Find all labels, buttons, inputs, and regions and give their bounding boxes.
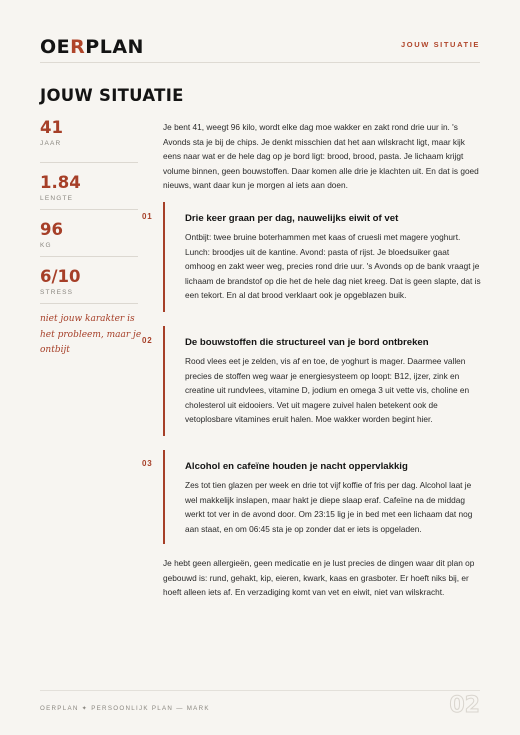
section-heading: Drie keer graan per dag, nauwelijks eiwit of vet — [185, 213, 399, 224]
logo-text-end: PLAN — [85, 36, 144, 58]
section-accent-bar — [163, 326, 165, 436]
section-number: 01 — [142, 212, 153, 221]
logo — [40, 36, 144, 58]
stat-label: JAAR — [40, 140, 62, 147]
section-body: Zes tot tien glazen per week en drie tot vijf koffie of fris per dag. Alcohol laat je wel makkelijk inslapen, maar hakt je diepe slaap eraf. Cafeïne na de middag werkt tot ver in de avond door. Om 23:15 lig je in bed met een lichaam dat nog aan staat, en om 06:45 sta je op zonder dat er iets is opgeladen. — [185, 480, 473, 534]
stat-label: STRESS — [40, 289, 74, 296]
section-3 — [185, 461, 481, 536]
stat-label: LENGTE — [40, 195, 74, 202]
stat-stress — [40, 257, 138, 304]
margin-note: niet jouw karakter is het probleem, maar je ontbijt — [40, 314, 142, 355]
closing-paragraph: Je hebt geen allergieën, geen medicatie en je lust precies de dingen waar dit plan op gebouwd is: rund, gehakt, kip, eieren, kwark, kaas en grasboter. Er hoeft niks bij, er hoeft alleen iets af. En verzadiging komt van vet en eiwit, niet van wilskracht. — [163, 558, 475, 598]
section-body: Ontbijt: twee bruine boterhammen met kaas of cruesli met magere yoghurt. Lunch: broodjes uit de kantine. Avond: pasta of rijst. Je bloedsuiker gaat omhoog en zakt weer weg, precies rond drie uur. 's Avonds op de bank vraagt je lichaam de brandstof op die het de hele dag niet kreeg. Dat is geen slapte, dat is een tekort. En al dat brood verklaart ook je opgeblazen buik. — [185, 232, 481, 301]
page-title: JOUW SITUATIE — [40, 86, 184, 105]
footer-text: OERPLAN ✦ PERSOONLIJK PLAN — MARK — [40, 705, 210, 712]
section-number: 03 — [142, 459, 153, 468]
section-accent-bar — [163, 450, 165, 544]
section-number: 02 — [142, 336, 153, 345]
logo-text-start: OE — [40, 36, 71, 58]
stat-height — [40, 163, 138, 210]
section-accent-bar — [163, 202, 165, 312]
stat-label: KG — [40, 242, 52, 249]
section-2 — [185, 337, 481, 427]
stat-value: 41 — [40, 118, 63, 137]
intro-paragraph: Je bent 41, weegt 96 kilo, wordt elke dag moe wakker en zakt rond drie uur in. 's Avonds sta je bij de chips. Je denkt misschien dat het aan wilskracht ligt, maar kijk eens naar wat er de hele dag op je bord ligt: brood, brood, pasta. Je lichaam krijgt volume binnen, geen bouwstoffen. Daar komen alle drie je klachten uit. En dat is goed nieuws, want daar kun je morgen al iets aan doen. — [163, 122, 479, 191]
stat-age — [40, 116, 138, 163]
stat-value: 1.84 — [40, 173, 81, 192]
footer-divider — [40, 690, 480, 691]
header-divider — [40, 62, 480, 63]
section-heading: Alcohol en cafeïne houden je nacht oppervlakkig — [185, 461, 408, 472]
header-section-label: JOUW SITUATIE — [401, 40, 480, 49]
logo-mark: R — [70, 36, 86, 58]
section-heading: De bouwstoffen die structureel van je bord ontbreken — [185, 337, 429, 348]
stat-value: 96 — [40, 220, 63, 239]
stat-value: 6/10 — [40, 267, 81, 286]
section-body: Rood vlees eet je zelden, vis af en toe, de yoghurt is mager. Daarmee vallen precies de stoffen weg waar je energiesysteem op loopt: B12, ijzer, zink en creatine uit rundvlees, vitamine D, jodium en omega 3 uit vette vis, choline en cholesterol uit eidooiers. Vet uit magere zuivel halen betekent ook de vetoplosbare vitamines eruit halen. Moe wakker worden begint hier. — [185, 356, 470, 425]
page-number: 02 — [449, 693, 480, 718]
stat-weight — [40, 210, 138, 257]
section-1 — [185, 213, 481, 303]
stats-column — [40, 116, 138, 304]
